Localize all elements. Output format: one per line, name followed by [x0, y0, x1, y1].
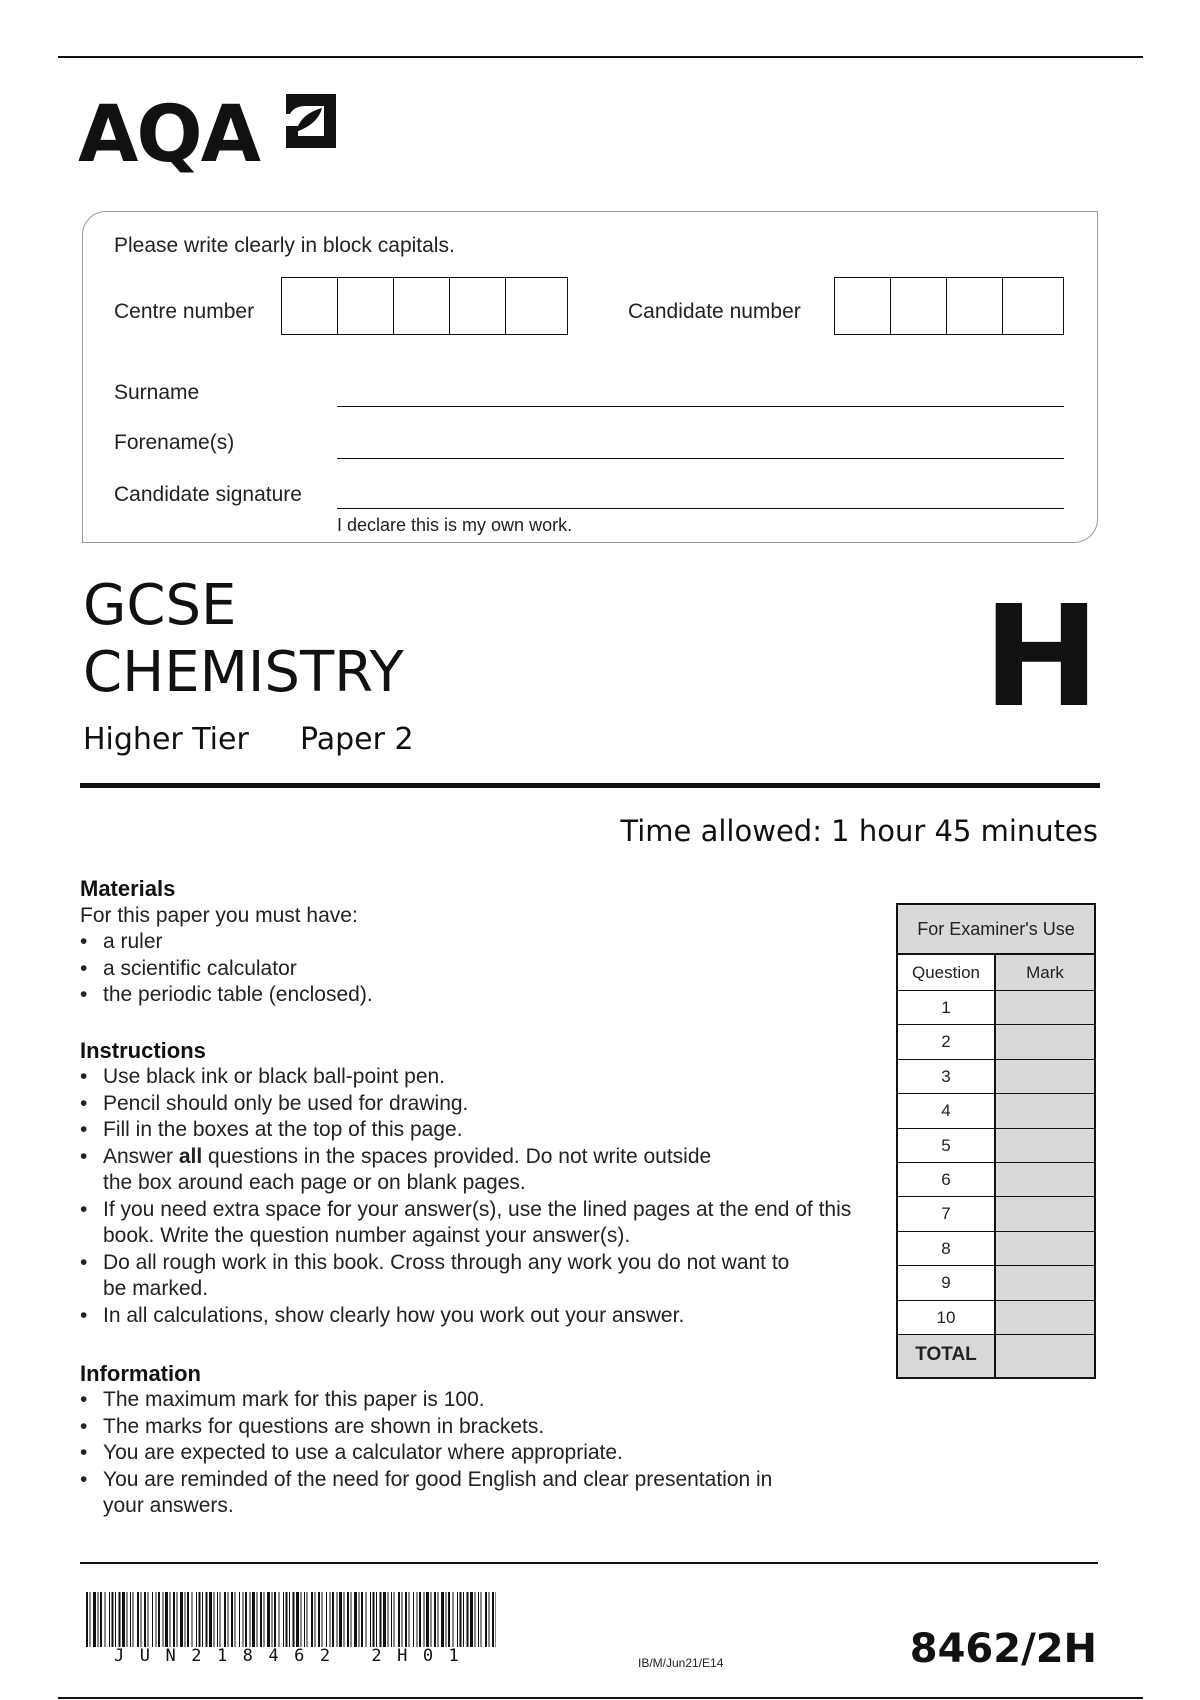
- candidate-number-label: Candidate number: [628, 300, 801, 323]
- question-number: 6: [898, 1163, 996, 1196]
- centre-number-digit-box[interactable]: [450, 278, 506, 334]
- block-capitals-instruction: Please write clearly in block capitals.: [114, 234, 455, 257]
- tier-label: Higher Tier: [83, 722, 249, 757]
- instruction-emphasis: all: [178, 1144, 203, 1168]
- centre-number-digit-box[interactable]: [506, 278, 562, 334]
- instruction-item: • In all calculations, show clearly how you work out your answer.: [80, 1303, 870, 1330]
- bottom-rule: [58, 1697, 1143, 1699]
- table-row: [898, 1060, 1094, 1094]
- examiner-table-column-headers: [898, 955, 1094, 991]
- barcode-icon: [86, 1592, 496, 1647]
- mark-cell: [996, 1094, 1094, 1127]
- total-label: TOTAL: [898, 1335, 996, 1377]
- tier-letter: H: [982, 576, 1100, 739]
- footer-rule: [80, 1562, 1098, 1564]
- materials-section: [80, 875, 880, 1009]
- table-row: [898, 1266, 1094, 1300]
- surname-label: Surname: [114, 381, 200, 404]
- question-number: 4: [898, 1094, 996, 1127]
- materials-heading: Materials: [80, 876, 176, 901]
- mark-cell: [996, 1266, 1094, 1299]
- candidate-number-boxes[interactable]: [834, 277, 1064, 335]
- signature-line[interactable]: [337, 508, 1064, 509]
- mark-cell: [996, 991, 1094, 1024]
- instruction-item: • Pencil should only be used for drawing.: [80, 1091, 870, 1118]
- mark-cell: [996, 1301, 1094, 1334]
- examiner-use-table: [896, 903, 1096, 1379]
- information-item: • The marks for questions are shown in brackets.: [80, 1414, 800, 1441]
- centre-number-digit-box[interactable]: [394, 278, 450, 334]
- centre-number-digit-box[interactable]: [338, 278, 394, 334]
- candidate-number-digit-box[interactable]: [835, 278, 891, 334]
- mark-cell: [996, 1129, 1094, 1162]
- information-section: [80, 1360, 800, 1520]
- table-row: [898, 1129, 1094, 1163]
- surname-line[interactable]: [337, 406, 1064, 407]
- candidate-number-digit-box[interactable]: [947, 278, 1003, 334]
- centre-number-boxes[interactable]: [281, 277, 568, 335]
- instructions-section: [80, 1037, 870, 1329]
- question-number: 5: [898, 1129, 996, 1162]
- question-number: 3: [898, 1060, 996, 1093]
- qualification-title: GCSE: [83, 573, 237, 638]
- question-number: 1: [898, 991, 996, 1024]
- top-rule: [58, 56, 1143, 58]
- information-item: • You are reminded of the need for good English and clear presentation in your answers.: [80, 1467, 793, 1520]
- table-row: [898, 1197, 1094, 1231]
- information-heading: Information: [80, 1361, 201, 1386]
- mark-cell: [996, 1232, 1094, 1265]
- mark-cell: [996, 1197, 1094, 1230]
- table-row: [898, 991, 1094, 1025]
- barcode-number: JUN218462 2H01: [114, 1646, 475, 1666]
- candidate-number-digit-box[interactable]: [1003, 278, 1059, 334]
- question-number: 7: [898, 1197, 996, 1230]
- materials-intro: For this paper you must have:: [80, 904, 358, 927]
- instruction-text: questions in the spaces provided. Do not write outside the box around each page or on blank pages.: [103, 1144, 712, 1194]
- centre-number-label: Centre number: [114, 300, 255, 323]
- declaration-text: I declare this is my own work.: [337, 515, 573, 535]
- materials-item: • the periodic table (enclosed).: [80, 982, 880, 1009]
- forenames-line[interactable]: [337, 458, 1064, 459]
- time-allowed: Time allowed: 1 hour 45 minutes: [620, 814, 1098, 848]
- table-row: [898, 1163, 1094, 1197]
- table-row: [898, 1094, 1094, 1128]
- signature-label: Candidate signature: [114, 483, 302, 506]
- information-item: • You are expected to use a calculator where appropriate.: [80, 1440, 800, 1467]
- paper-code: 8462/2H: [909, 1626, 1097, 1672]
- mark-cell: [996, 1060, 1094, 1093]
- instruction-text: Answer: [103, 1144, 179, 1168]
- centre-number-digit-box[interactable]: [282, 278, 338, 334]
- instruction-item: • Use black ink or black ball-point pen.: [80, 1064, 870, 1091]
- table-row: [898, 1301, 1094, 1335]
- reference-code: IB/M/Jun21/E14: [638, 1656, 724, 1670]
- total-mark-cell: [996, 1335, 1094, 1377]
- instruction-item: [80, 1144, 743, 1197]
- information-item: • The maximum mark for this paper is 100.: [80, 1387, 800, 1414]
- mark-column-header: Mark: [996, 955, 1094, 990]
- mark-cell: [996, 1163, 1094, 1196]
- aqa-logo-text: AQA: [78, 90, 260, 180]
- total-row: [898, 1335, 1094, 1377]
- table-row: [898, 1232, 1094, 1266]
- materials-item: • a ruler: [80, 929, 880, 956]
- subject-title: CHEMISTRY: [83, 640, 404, 705]
- mark-cell: [996, 1025, 1094, 1058]
- instruction-item: • If you need extra space for your answer(s), use the lined pages at the end of this book. Write the question number against your answer(s).: [80, 1197, 863, 1250]
- question-column-header: Question: [898, 955, 996, 990]
- candidate-number-digit-box[interactable]: [891, 278, 947, 334]
- examiner-table-heading: For Examiner's Use: [898, 905, 1094, 955]
- table-row: [898, 1025, 1094, 1059]
- question-number: 9: [898, 1266, 996, 1299]
- question-number: 8: [898, 1232, 996, 1265]
- title-divider: [80, 783, 1100, 788]
- materials-item: • a scientific calculator: [80, 956, 880, 983]
- paper-label: Paper 2: [300, 722, 414, 757]
- instruction-item: • Fill in the boxes at the top of this page.: [80, 1117, 870, 1144]
- question-number: 2: [898, 1025, 996, 1058]
- aqa-logo-mark-icon: [282, 92, 338, 150]
- question-number: 10: [898, 1301, 996, 1334]
- instruction-item: • Do all rough work in this book. Cross through any work you do not want to be marked.: [80, 1250, 803, 1303]
- instructions-heading: Instructions: [80, 1038, 206, 1063]
- forenames-label: Forename(s): [114, 431, 235, 454]
